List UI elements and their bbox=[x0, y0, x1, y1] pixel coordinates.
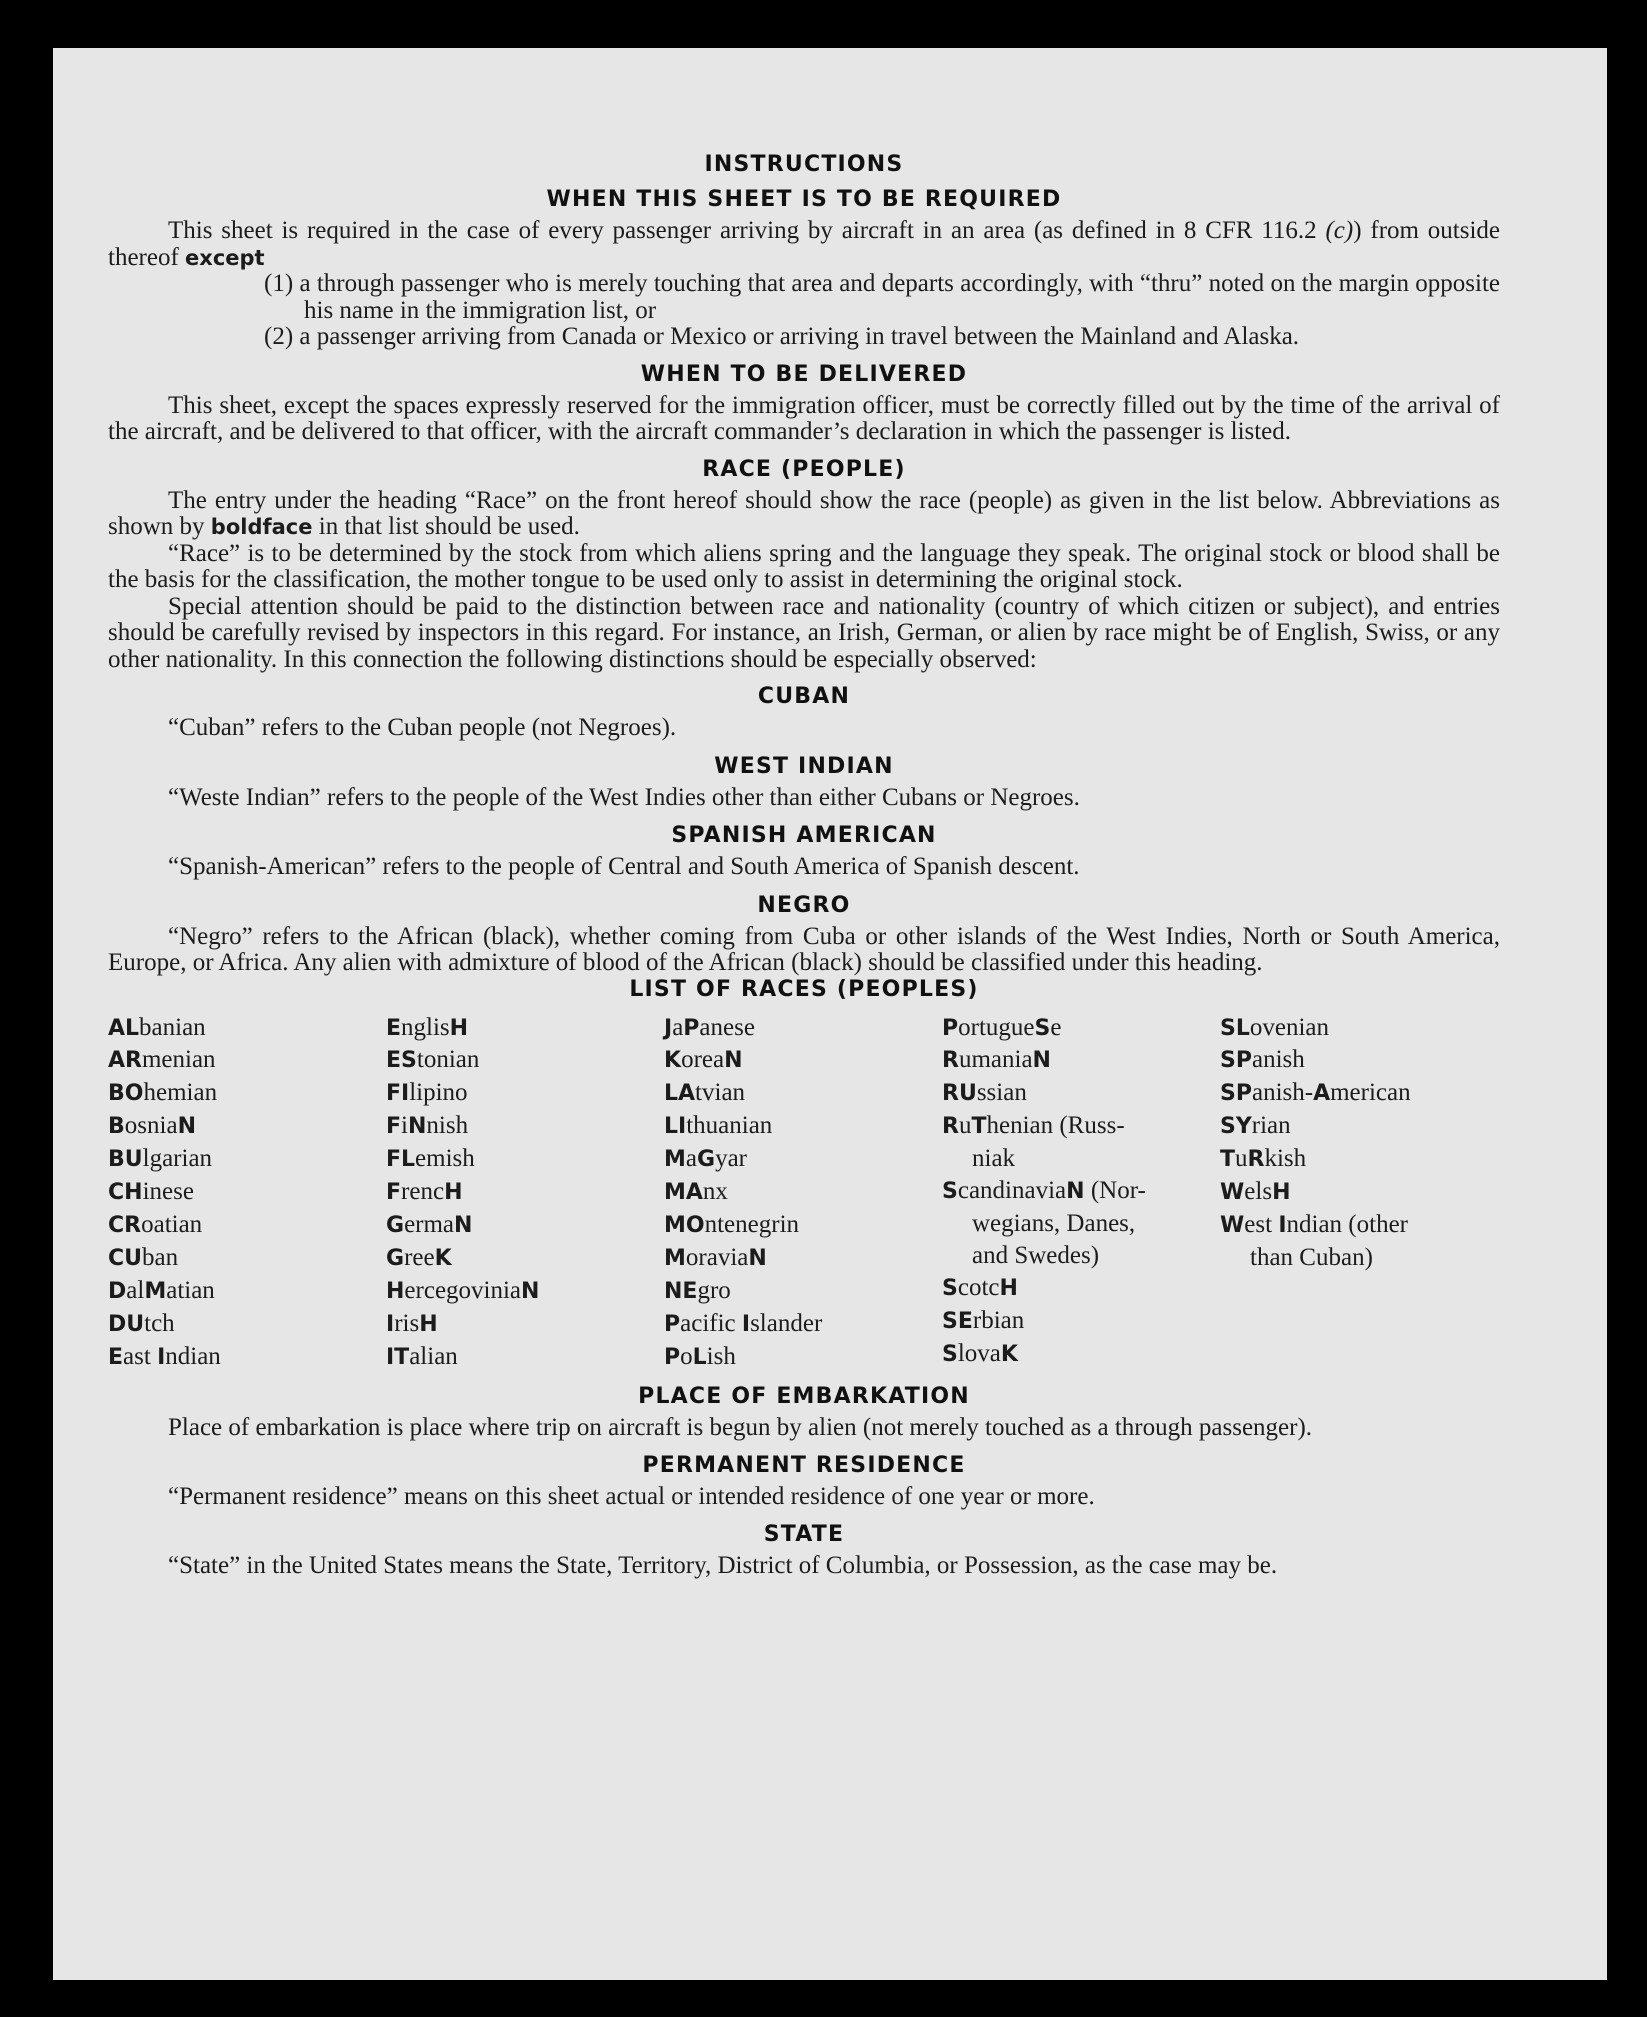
race-abbrev: P bbox=[664, 1344, 681, 1370]
heading-when-required: WHEN THIS SHEET IS TO BE REQUIRED bbox=[546, 187, 1062, 212]
race-abbrev: P bbox=[683, 1015, 700, 1041]
race-text: u bbox=[1235, 1145, 1248, 1173]
race-abbrev: DU bbox=[108, 1311, 145, 1337]
race-abbrev: F bbox=[386, 1180, 402, 1206]
race-text: rian bbox=[1251, 1112, 1291, 1140]
race-text: henian (Russ- bbox=[986, 1112, 1125, 1140]
race-abbrev: K bbox=[434, 1245, 452, 1271]
cuban-paragraph: “Cuban” refers to the Cuban people (not Negroes). bbox=[168, 714, 677, 741]
race-abbrev: N bbox=[407, 1114, 427, 1140]
race-entry bbox=[664, 1143, 942, 1176]
race-text: ish bbox=[706, 1342, 736, 1370]
race-abbrev: T bbox=[971, 1114, 987, 1140]
race-text: ssian bbox=[976, 1079, 1027, 1107]
west-indian-paragraph: “Weste Indian” refers to the people of the West Indies other than either Cubans or Negroes. bbox=[168, 783, 1080, 811]
race-abbrev: FL bbox=[386, 1147, 416, 1173]
delivered-paragraph: This sheet, except the spaces expressly reserved for the immigration officer, must be correctly filled out by the time of the arrival of the aircraft, and be delivered to that officer, with the aircraft commander’s declaration in which the passenger is listed. bbox=[108, 391, 1500, 445]
race-entry bbox=[942, 1012, 1220, 1045]
race-text: est bbox=[1244, 1210, 1279, 1238]
race-text: nish bbox=[426, 1112, 469, 1140]
heading-permanent-residence: PERMANENT RESIDENCE bbox=[642, 1452, 966, 1478]
race-abbrev: H bbox=[419, 1311, 438, 1337]
race-continuation: wegians, Danes, bbox=[972, 1209, 1136, 1237]
race-text: i bbox=[401, 1112, 408, 1140]
race-abbrev: AL bbox=[108, 1015, 140, 1041]
state-paragraph: “State” in the United States means the State, Territory, District of Columbia, or Possession, as the case may be. bbox=[168, 1552, 1278, 1580]
race-paragraph-3: Special attention should be paid to the distinction between race and nationality (country of which citizen or subject), and entries should be carefully revised by inspectors in this regard. For instance, an Irish, German, or alien by race might be of English, Swiss, or any other nationality. In this connection the following distinctions should be especially observed: bbox=[108, 592, 1500, 673]
required-paragraph bbox=[108, 218, 1500, 271]
race-abbrev: A bbox=[1313, 1081, 1331, 1107]
exception-item: (1) a through passenger who is merely touching that area and departs accordingly, with “thru” noted on the margin opposite his name in the immigration list, or bbox=[264, 270, 1500, 324]
race-entry bbox=[1220, 1242, 1498, 1274]
race-entry bbox=[386, 1242, 664, 1275]
race-abbrev: I bbox=[1278, 1212, 1287, 1238]
race-entry bbox=[386, 1275, 664, 1308]
race-continuation: than Cuban) bbox=[1250, 1243, 1373, 1271]
race-text: o bbox=[680, 1342, 693, 1370]
race-entry bbox=[1220, 1110, 1498, 1143]
heading-race: RACE (PEOPLE) bbox=[702, 456, 906, 482]
race-entry bbox=[942, 1208, 1220, 1240]
race-text: (Nor- bbox=[1084, 1177, 1146, 1205]
race-entry bbox=[942, 1175, 1220, 1208]
race-abbrev: T bbox=[1220, 1147, 1236, 1173]
heading-cuban: CUBAN bbox=[757, 684, 851, 709]
residence-paragraph: “Permanent residence” means on this sheet actual or intended residence of one year or more. bbox=[168, 1482, 1095, 1510]
race-abbrev: J bbox=[664, 1015, 673, 1041]
race-text: e bbox=[1050, 1013, 1062, 1041]
race-abbrev: MA bbox=[664, 1180, 703, 1206]
race-abbrev: CU bbox=[108, 1245, 143, 1271]
race-entry bbox=[386, 1044, 664, 1077]
race-column bbox=[664, 1012, 942, 1374]
race-entry bbox=[942, 1143, 1220, 1175]
race-entry bbox=[664, 1012, 942, 1045]
race-column bbox=[1220, 1012, 1498, 1374]
race-text: kish bbox=[1264, 1145, 1307, 1173]
race-entry bbox=[108, 1012, 386, 1045]
race-abbrev: S bbox=[942, 1341, 958, 1367]
race-text: ercegovinia bbox=[404, 1276, 522, 1304]
race-abbrev: G bbox=[697, 1147, 716, 1173]
race-abbrev: R bbox=[942, 1114, 959, 1140]
race-text: ndian (other bbox=[1286, 1210, 1408, 1238]
race-continuation: and Swedes) bbox=[972, 1241, 1100, 1269]
race-abbrev: N bbox=[1032, 1048, 1051, 1074]
race-text: a bbox=[672, 1013, 684, 1041]
race-entry bbox=[386, 1143, 664, 1176]
race-abbrev: S bbox=[1034, 1015, 1051, 1041]
race-abbrev: LA bbox=[664, 1081, 696, 1107]
race-text: u bbox=[958, 1112, 972, 1140]
race-abbrev: P bbox=[664, 1311, 681, 1337]
document-content bbox=[108, 152, 1500, 1580]
race-entry bbox=[942, 1272, 1220, 1305]
race-text: anese bbox=[699, 1013, 755, 1041]
race-abbrev: K bbox=[664, 1048, 682, 1074]
race-text: thuanian bbox=[686, 1112, 773, 1140]
race-entry bbox=[1220, 1209, 1498, 1242]
race-entry bbox=[1220, 1044, 1498, 1077]
race-entry bbox=[386, 1341, 664, 1374]
race-text: ndian bbox=[165, 1342, 221, 1370]
race-abbrev: E bbox=[108, 1344, 124, 1370]
race-text: oravia bbox=[685, 1243, 749, 1271]
exception-list bbox=[108, 271, 1500, 351]
race-abbrev: L bbox=[692, 1344, 707, 1370]
race-text: renc bbox=[401, 1178, 445, 1206]
embarkation-paragraph: Place of embarkation is place where trip on aircraft is begun by alien (not merely touched as a through passenger). bbox=[168, 1414, 1313, 1442]
race-text: atian bbox=[166, 1276, 215, 1304]
race-abbrev: M bbox=[664, 1245, 686, 1271]
race-abbrev: N bbox=[454, 1212, 473, 1238]
race-abbrev: FI bbox=[386, 1081, 410, 1107]
heading-spanish-american: SPANISH AMERICAN bbox=[671, 823, 937, 848]
race-abbrev: G bbox=[386, 1212, 405, 1238]
race-text: ban bbox=[142, 1243, 179, 1271]
race-column bbox=[386, 1012, 664, 1374]
race-text: tch bbox=[144, 1309, 175, 1337]
race-column bbox=[942, 1012, 1220, 1374]
race-paragraph-2: “Race” is to be determined by the stock from which aliens spring and the language they speak. The original stock or blood shall be the basis for the classification, the mother tongue to be used only to assist in determining the original stock. bbox=[108, 539, 1500, 593]
except-keyword: except bbox=[185, 245, 265, 270]
race-text: inese bbox=[142, 1178, 194, 1206]
race-text: gro bbox=[697, 1276, 731, 1304]
race-entry bbox=[942, 1338, 1220, 1371]
race-entry bbox=[108, 1044, 386, 1077]
race-text: lgarian bbox=[142, 1145, 213, 1173]
race-abbrev: SP bbox=[1220, 1081, 1252, 1107]
race-entry bbox=[664, 1308, 942, 1341]
race-abbrev: IT bbox=[386, 1344, 410, 1370]
race-text: anish- bbox=[1251, 1079, 1314, 1107]
race-text: ree bbox=[404, 1243, 435, 1271]
page-title: INSTRUCTIONS bbox=[704, 152, 904, 177]
race-text: oatian bbox=[141, 1210, 203, 1238]
race-abbrev: N bbox=[177, 1114, 196, 1140]
race-text: osnia bbox=[124, 1112, 178, 1140]
race-abbrev: AR bbox=[108, 1048, 142, 1074]
required-text-a: This sheet is required in the case of every passenger arriving by aircraft in an area (as defined in 8 CFR 116.2 bbox=[168, 217, 1326, 244]
race-abbrev: BO bbox=[108, 1081, 144, 1107]
race-abbrev: S bbox=[942, 1179, 958, 1205]
race-abbrev: N bbox=[1066, 1179, 1085, 1205]
race-abbrev: H bbox=[444, 1180, 463, 1206]
race-abbrev: K bbox=[1000, 1341, 1018, 1367]
race-abbrev: G bbox=[386, 1245, 405, 1271]
race-text: ovenian bbox=[1249, 1013, 1330, 1041]
race-entry bbox=[386, 1110, 664, 1143]
race-entry bbox=[1220, 1176, 1498, 1209]
race-entry bbox=[1220, 1077, 1498, 1110]
race-text: ntenegrin bbox=[704, 1210, 800, 1238]
race-abbrev: H bbox=[999, 1275, 1018, 1301]
race-entry bbox=[664, 1110, 942, 1143]
heading-list-of-races: LIST OF RACES (PEOPLES) bbox=[629, 976, 979, 1002]
race-text: lova bbox=[957, 1339, 1001, 1367]
race-abbrev: H bbox=[449, 1015, 469, 1041]
heading-when-delivered: WHEN TO BE DELIVERED bbox=[640, 361, 968, 387]
race-text: els bbox=[1244, 1178, 1273, 1206]
race-text: orea bbox=[681, 1046, 725, 1074]
race-entry bbox=[664, 1209, 942, 1242]
race-entry bbox=[108, 1341, 386, 1374]
race-abbrev: E bbox=[386, 1015, 402, 1041]
race-text: ortugue bbox=[958, 1013, 1035, 1041]
race-abbrev: ES bbox=[386, 1048, 417, 1074]
race-abbrev: R bbox=[1247, 1147, 1265, 1173]
race-abbrev: W bbox=[1220, 1212, 1245, 1238]
race-text: yar bbox=[715, 1145, 747, 1173]
race-entry bbox=[664, 1242, 942, 1275]
race-entry bbox=[942, 1110, 1220, 1143]
race-abbrev: SY bbox=[1220, 1114, 1252, 1140]
heading-negro: NEGRO bbox=[757, 892, 851, 918]
spanish-american-paragraph: “Spanish-American” refers to the people of Central and South America of Spanish descent. bbox=[168, 853, 1080, 880]
race-text: umania bbox=[958, 1046, 1033, 1074]
required-text-b: ) from outside thereof bbox=[108, 217, 1501, 271]
race-abbrev: P bbox=[942, 1015, 959, 1041]
race-text: rbian bbox=[972, 1306, 1025, 1334]
race-text: ris bbox=[394, 1309, 420, 1337]
race-text: tonian bbox=[416, 1046, 480, 1074]
race-text: slander bbox=[750, 1309, 823, 1337]
negro-paragraph: “Negro” refers to the African (black), whether coming from Cuba or other islands of the West Indies, North or South America, Europe, or Africa. Any alien with admixture of blood of the African (black) should be classified under this heading. bbox=[108, 922, 1500, 976]
race-entry bbox=[664, 1176, 942, 1209]
race-abbrev: BU bbox=[108, 1147, 143, 1173]
race-entry bbox=[386, 1176, 664, 1209]
race-abbrev: M bbox=[144, 1278, 167, 1304]
race-abbrev: R bbox=[942, 1048, 959, 1074]
required-citation: (c) bbox=[1325, 217, 1354, 244]
race-abbrev: RU bbox=[942, 1081, 977, 1107]
race-entry bbox=[664, 1077, 942, 1110]
race-entry bbox=[1220, 1143, 1498, 1176]
race-entry bbox=[108, 1176, 386, 1209]
race-text: hemian bbox=[143, 1079, 218, 1107]
race-continuation: niak bbox=[972, 1145, 1016, 1173]
race-entry bbox=[664, 1044, 942, 1077]
race-entry bbox=[386, 1209, 664, 1242]
race-entry bbox=[942, 1240, 1220, 1272]
race-entry bbox=[386, 1012, 664, 1045]
race-text: erma bbox=[404, 1210, 455, 1238]
race-abbrev: CH bbox=[108, 1180, 143, 1206]
race-list bbox=[108, 1012, 1500, 1374]
heading-embarkation: PLACE OF EMBARKATION bbox=[638, 1384, 970, 1410]
race-text: tvian bbox=[695, 1079, 746, 1107]
race-abbrev: SL bbox=[1220, 1015, 1250, 1041]
race-text: emish bbox=[415, 1145, 475, 1173]
race-text: alian bbox=[409, 1342, 458, 1370]
exception-item: (2) a passenger arriving from Canada or Mexico or arriving in travel between the Mainland and Alaska. bbox=[264, 323, 1300, 350]
race-text: lipino bbox=[409, 1079, 468, 1107]
document-page bbox=[53, 48, 1607, 1980]
race-abbrev: F bbox=[386, 1114, 402, 1140]
race-text: a bbox=[685, 1145, 698, 1173]
race-text: menian bbox=[141, 1046, 216, 1074]
race-entry bbox=[108, 1209, 386, 1242]
race-abbrev: N bbox=[521, 1278, 540, 1304]
race-abbrev: N bbox=[748, 1245, 767, 1271]
race-entry bbox=[942, 1305, 1220, 1338]
race-text: acific bbox=[680, 1309, 742, 1337]
race-p1-text-a: The entry under the heading “Race” on the front hereof should show the race (people) as given in the list below. Abbreviations as shown by bbox=[108, 486, 1500, 540]
race-abbrev: I bbox=[741, 1311, 751, 1337]
race-abbrev: W bbox=[1220, 1180, 1245, 1206]
race-text: anish bbox=[1251, 1046, 1305, 1074]
race-column bbox=[108, 1012, 386, 1374]
race-abbrev: H bbox=[386, 1278, 405, 1304]
race-entry bbox=[942, 1077, 1220, 1110]
race-text: ast bbox=[123, 1342, 158, 1370]
race-abbrev: H bbox=[1272, 1180, 1291, 1206]
heading-state: STATE bbox=[763, 1522, 845, 1548]
race-entry bbox=[108, 1110, 386, 1143]
race-abbrev: B bbox=[108, 1114, 125, 1140]
race-text: merican bbox=[1330, 1079, 1411, 1107]
race-abbrev: N bbox=[724, 1048, 743, 1074]
race-entry bbox=[108, 1308, 386, 1341]
race-abbrev: D bbox=[108, 1278, 127, 1304]
race-text: nglis bbox=[401, 1013, 450, 1041]
race-entry bbox=[108, 1242, 386, 1275]
race-paragraph-1 bbox=[108, 488, 1500, 541]
race-text: al bbox=[126, 1276, 145, 1304]
race-abbrev: SE bbox=[942, 1308, 973, 1334]
race-abbrev: LI bbox=[664, 1114, 687, 1140]
race-text: cotc bbox=[957, 1273, 1000, 1301]
race-text: candinavia bbox=[957, 1177, 1067, 1205]
race-entry bbox=[108, 1275, 386, 1308]
heading-west-indian: WEST INDIAN bbox=[714, 753, 894, 779]
race-abbrev: S bbox=[942, 1275, 958, 1301]
race-entry bbox=[386, 1077, 664, 1110]
race-entry bbox=[108, 1077, 386, 1110]
race-text: banian bbox=[139, 1013, 206, 1041]
race-abbrev: MO bbox=[664, 1212, 705, 1238]
race-abbrev: I bbox=[386, 1311, 395, 1337]
race-abbrev: I bbox=[157, 1344, 166, 1370]
race-abbrev: M bbox=[664, 1147, 686, 1173]
race-entry bbox=[664, 1275, 942, 1308]
race-entry bbox=[664, 1341, 942, 1374]
race-abbrev: NE bbox=[664, 1278, 698, 1304]
race-entry bbox=[108, 1143, 386, 1176]
race-abbrev: CR bbox=[108, 1212, 142, 1238]
race-p1-text-b: in that list should be used. bbox=[312, 513, 580, 540]
race-text: nx bbox=[702, 1178, 728, 1206]
race-abbrev: SP bbox=[1220, 1048, 1252, 1074]
race-entry bbox=[1220, 1012, 1498, 1045]
boldface-keyword: boldface bbox=[210, 515, 313, 539]
race-entry bbox=[942, 1044, 1220, 1077]
race-entry bbox=[386, 1308, 664, 1341]
